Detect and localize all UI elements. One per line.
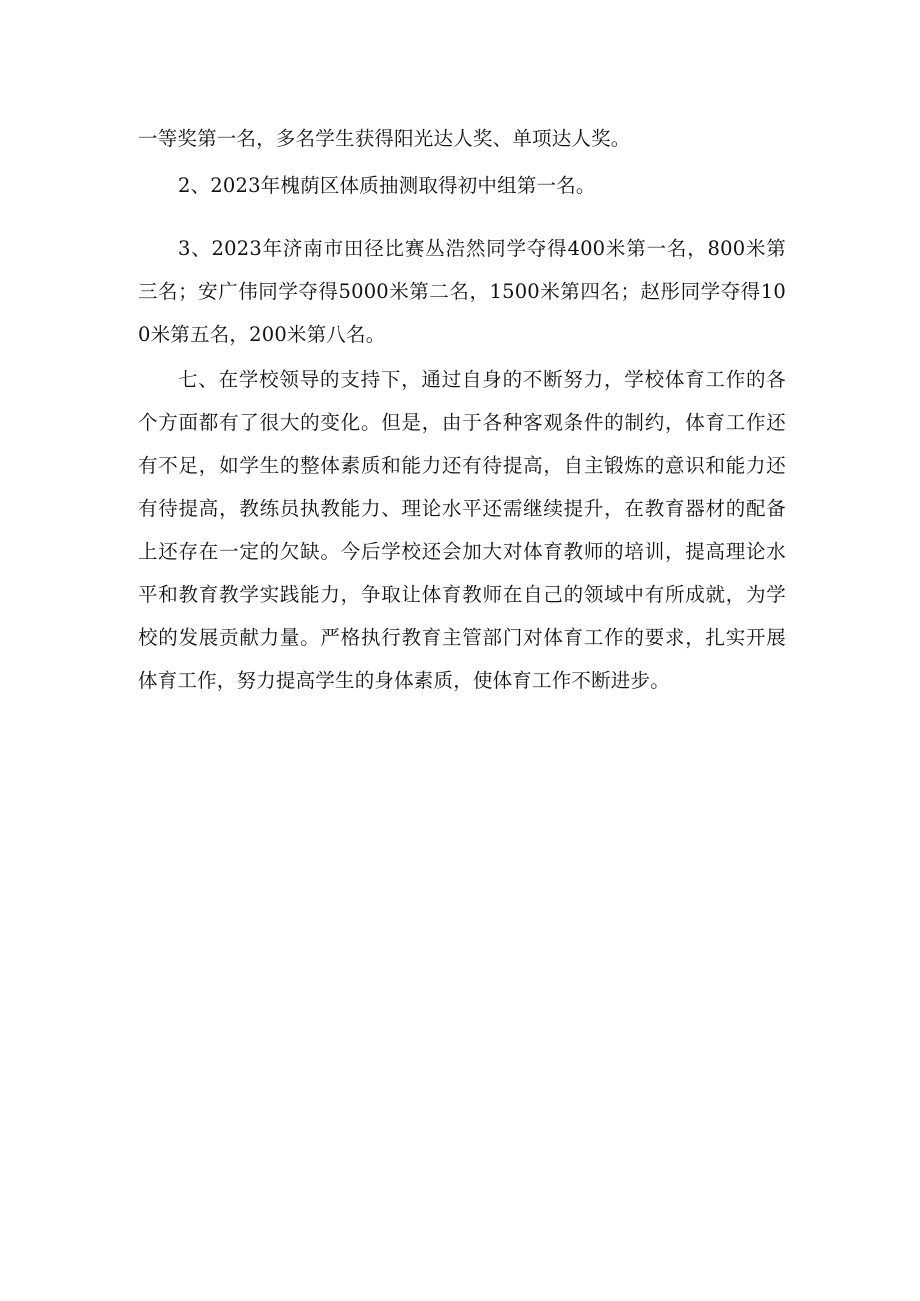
paragraph-item-3: 3、2023年济南市田径比赛丛浩然同学夺得400米第一名，800米第三名；安广伟同学夺得5000米第二名，1500米第四名；赵彤同学夺得100米第五名，200米第八名。 bbox=[138, 237, 786, 346]
document-body bbox=[138, 117, 786, 702]
paragraph-section-7: 七、在学校领导的支持下，通过自身的不断努力，学校体育工作的各个方面都有了很大的变化。但是，由于各种客观条件的制约，体育工作还有不足，如学生的整体素质和能力还有待提高，自主锻炼的意识和能力还有待提高，教练员执教能力、理论水平还需继续提升，在教育器材的配备上还存在一定的欠缺。今后学校还会加大对体育教师的培训，提高理论水平和教育教学实践能力，争取让体育教师在自己的领域中有所成就，为学校的发展贡献力量。严格执行教育主管部门对体育工作的要求，扎实开展体育工作，努力提高学生的身体素质，使体育工作不断进步。 bbox=[138, 368, 786, 692]
paragraph-award-continuation: 一等奖第一名，多名学生获得阳光达人奖、单项达人奖。 bbox=[138, 127, 631, 150]
paragraph-item-2: 2、2023年槐荫区体质抽测取得初中组第一名。 bbox=[178, 174, 596, 197]
